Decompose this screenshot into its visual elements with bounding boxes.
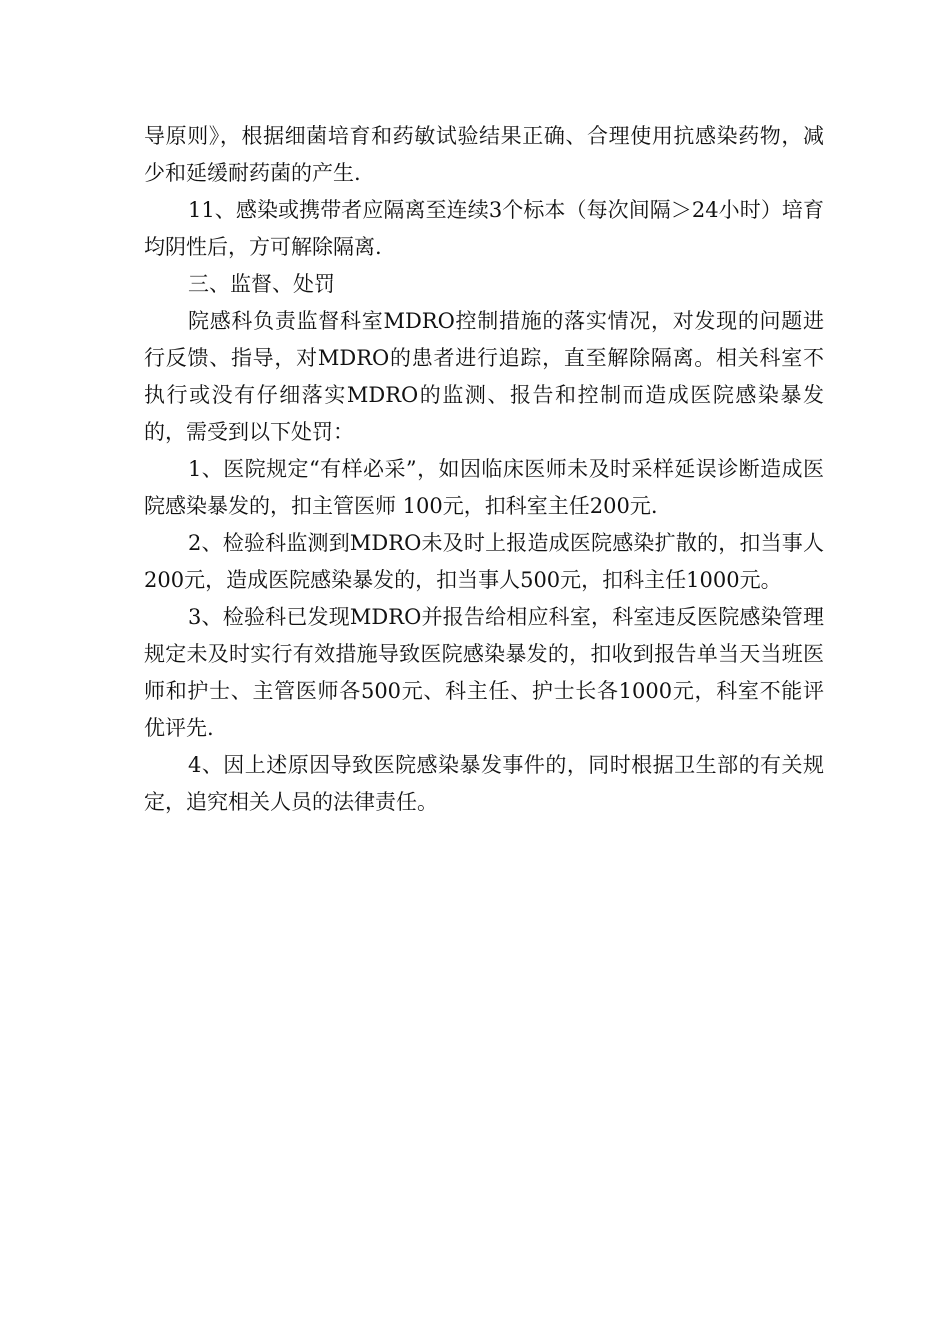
section-heading-supervision-penalty: 三、监督、处罚 bbox=[188, 272, 335, 296]
paragraph-supervision-intro: 院感科负责监督科室MDRO控制措施的落实情况，对发现的问题进行反馈、指导，对MDRO的患者进行追踪，直至解除隔离。相关科室不执行或没有仔细落实MDRO的监测、报告和控制而造成医院感染暴发的，需受到以下处罚： bbox=[144, 309, 824, 444]
paragraph-guideline-continuation: 导原则》，根据细菌培育和药敏试验结果正确、合理使用抗感染药物，减少和延缓耐药菌的产生. bbox=[144, 124, 824, 185]
paragraph-penalty-4: 4、因上述原因导致医院感染暴发事件的，同时根据卫生部的有关规定，追究相关人员的法律责任。 bbox=[144, 753, 824, 814]
paragraph-penalty-2: 2、检验科监测到MDRO未及时上报造成医院感染扩散的，扣当事人200元，造成医院感染暴发的，扣当事人500元，扣科主任1000元。 bbox=[144, 531, 824, 592]
paragraph-item-11-isolation: 11、感染或携带者应隔离至连续3个标本（每次间隔＞24小时）培育均阴性后，方可解除隔离. bbox=[144, 198, 824, 259]
paragraph-penalty-3: 3、检验科已发现MDRO并报告给相应科室，科室违反医院感染管理规定未及时实行有效措施导致医院感染暴发的，扣收到报告单当天当班医师和护士、主管医师各500元、科主任、护士长各1000元，科室不能评优评先. bbox=[144, 605, 824, 740]
paragraph-penalty-1: 1、医院规定“有样必采”，如因临床医师未及时采样延误诊断造成医院感染暴发的，扣主管医师 100元，扣科室主任200元. bbox=[144, 457, 824, 518]
document-body bbox=[144, 118, 824, 821]
